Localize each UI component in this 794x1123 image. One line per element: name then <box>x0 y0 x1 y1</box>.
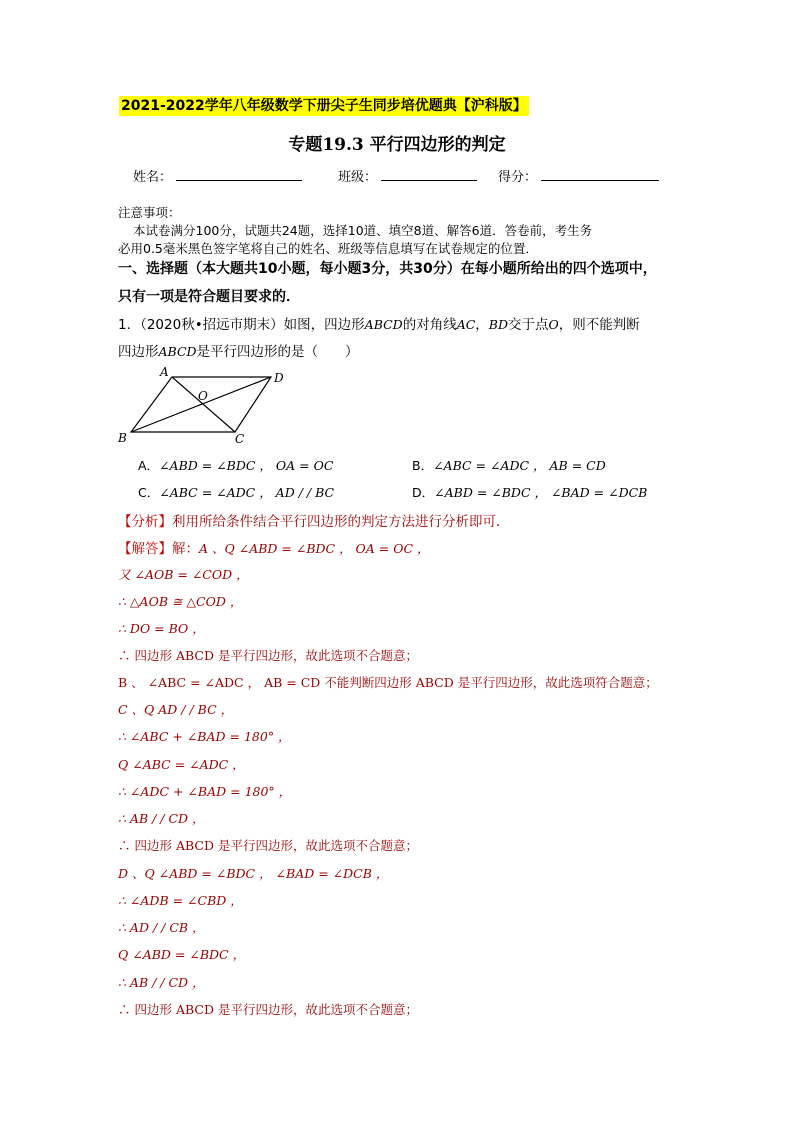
solution-line-12: ∴ 四边形 ABCD 是平行四边形，故此选项不合题意； <box>118 838 418 853</box>
solution-line-10: ∴ ∠ADC + ∠BAD = 180° ， <box>118 784 292 799</box>
label-d: D <box>274 371 284 385</box>
question-comma: ， <box>475 317 489 333</box>
score-blank[interactable] <box>541 180 659 181</box>
class-label: 班级： <box>338 170 378 185</box>
diagonal-ac <box>172 377 235 432</box>
analysis-label: 【分析】 <box>118 514 172 530</box>
solution-intro: 解： <box>172 541 199 557</box>
point-o: O <box>548 317 559 332</box>
option-c-text: ∠ABC = ∠ADC ， AD / / BC <box>159 485 335 500</box>
option-c[interactable] <box>138 483 334 501</box>
option-d-text: ∠ABD = ∠BDC ， ∠BAD = ∠DCB <box>434 485 648 500</box>
question-line2-prefix: 四边形 <box>118 344 159 360</box>
question-suffix: ，则不能判断 <box>558 317 640 333</box>
solution-line-2: 又 ∠AOB = ∠COD ， <box>118 567 249 582</box>
score-label: 得分： <box>498 170 538 185</box>
solution-line-7: C 、Q AD / / BC ， <box>118 702 234 717</box>
parallelogram-figure <box>115 362 295 446</box>
question-intersect-text: 交于点 <box>508 317 549 333</box>
class-blank[interactable] <box>381 180 477 181</box>
quad-abcd: ABCD <box>364 317 403 332</box>
solution-line-14: ∴ ∠ADB = ∠CBD ， <box>118 893 243 908</box>
notes-heading: 注意事项： <box>118 205 181 220</box>
option-d[interactable] <box>412 483 647 501</box>
notes-line-1: 本试卷满分100分，试题共24题，选择10道、填空8道、解答6道．答卷前，考生务 <box>133 223 593 238</box>
diag-bd: BD <box>488 317 509 332</box>
solution-line-9: Q ∠ABC = ∠ADC ， <box>118 757 245 772</box>
section-heading-line-2: 只有一项是符合题目要求的． <box>118 289 300 305</box>
page-title: 专题19.3 平行四边形的判定 <box>288 135 506 155</box>
solution-line-3: ∴ △AOB ≅ △COD ， <box>118 594 243 609</box>
analysis <box>118 510 510 530</box>
label-c: C <box>235 432 245 446</box>
solution-line-15: ∴ AD / / CB ， <box>118 920 205 935</box>
notes-line-2: 必用0.5毫米黑色签字笔将自己的姓名、班级等信息填写在试卷规定的位置． <box>118 241 538 256</box>
question-diagonal-text: 的对角线 <box>402 317 457 333</box>
analysis-text: 利用所给条件结合平行四边形的判定方法进行分析即可． <box>172 514 510 530</box>
solution-line-11: ∴ AB / / CD ， <box>118 811 205 826</box>
question-line-2 <box>118 340 359 360</box>
solution-label: 【解答】 <box>118 541 172 557</box>
name-blank[interactable] <box>176 180 302 181</box>
question-line-1 <box>118 313 640 333</box>
solution-line-18: ∴ 四边形 ABCD 是平行四边形，故此选项不合题意； <box>118 1002 418 1017</box>
option-c-letter: C． <box>138 485 160 500</box>
option-b-text: ∠ABC = ∠ADC ， AB = CD <box>433 458 606 473</box>
name-label: 姓名： <box>133 170 173 185</box>
question-prefix: 1．（2020秋•招远市期末）如图，四边形 <box>118 317 365 333</box>
section-heading-line-1: 一、选择题（本大题共10小题，每小题3分，共30分）在每小题所给出的四个选项中， <box>118 261 657 277</box>
solution-line-13: D 、Q ∠ABD = ∠BDC ， ∠BAD = ∠DCB ， <box>118 866 389 881</box>
series-banner: 2021-2022学年八年级数学下册尖子生同步培优题典【沪科版】 <box>121 98 527 114</box>
solution-heading <box>118 537 430 557</box>
solution-line-1: A 、Q ∠ABD = ∠BDC ， OA = OC ， <box>199 541 430 556</box>
option-a-letter: A． <box>138 458 160 473</box>
option-a-text: ∠ABD = ∠BDC ， OA = OC <box>159 458 334 473</box>
question-line2-suffix: 是平行四边形的是（ ） <box>196 344 359 360</box>
label-a: A <box>160 365 169 379</box>
option-d-letter: D． <box>412 485 435 500</box>
solution-line-17: ∴ AB / / CD ， <box>118 975 205 990</box>
solution-line-6: B 、 ∠ABC = ∠ADC ， AB = CD 不能判断四边形 ABCD 是平行四边形，故此选项符合题意； <box>118 675 658 690</box>
label-o: O <box>198 389 208 403</box>
option-a[interactable] <box>138 456 333 474</box>
option-b-letter: B． <box>412 458 434 473</box>
solution-line-8: ∴ ∠ABC + ∠BAD = 180° ， <box>118 729 291 744</box>
solution-line-5: ∴ 四边形 ABCD 是平行四边形，故此选项不合题意； <box>118 648 418 663</box>
solution-line-4: ∴ DO = BO ， <box>118 621 205 636</box>
option-b[interactable] <box>412 456 606 474</box>
diag-ac: AC <box>456 317 476 332</box>
label-b: B <box>118 431 127 445</box>
quad-abcd-2: ABCD <box>158 344 197 359</box>
solution-line-16: Q ∠ABD = ∠BDC ， <box>118 947 246 962</box>
